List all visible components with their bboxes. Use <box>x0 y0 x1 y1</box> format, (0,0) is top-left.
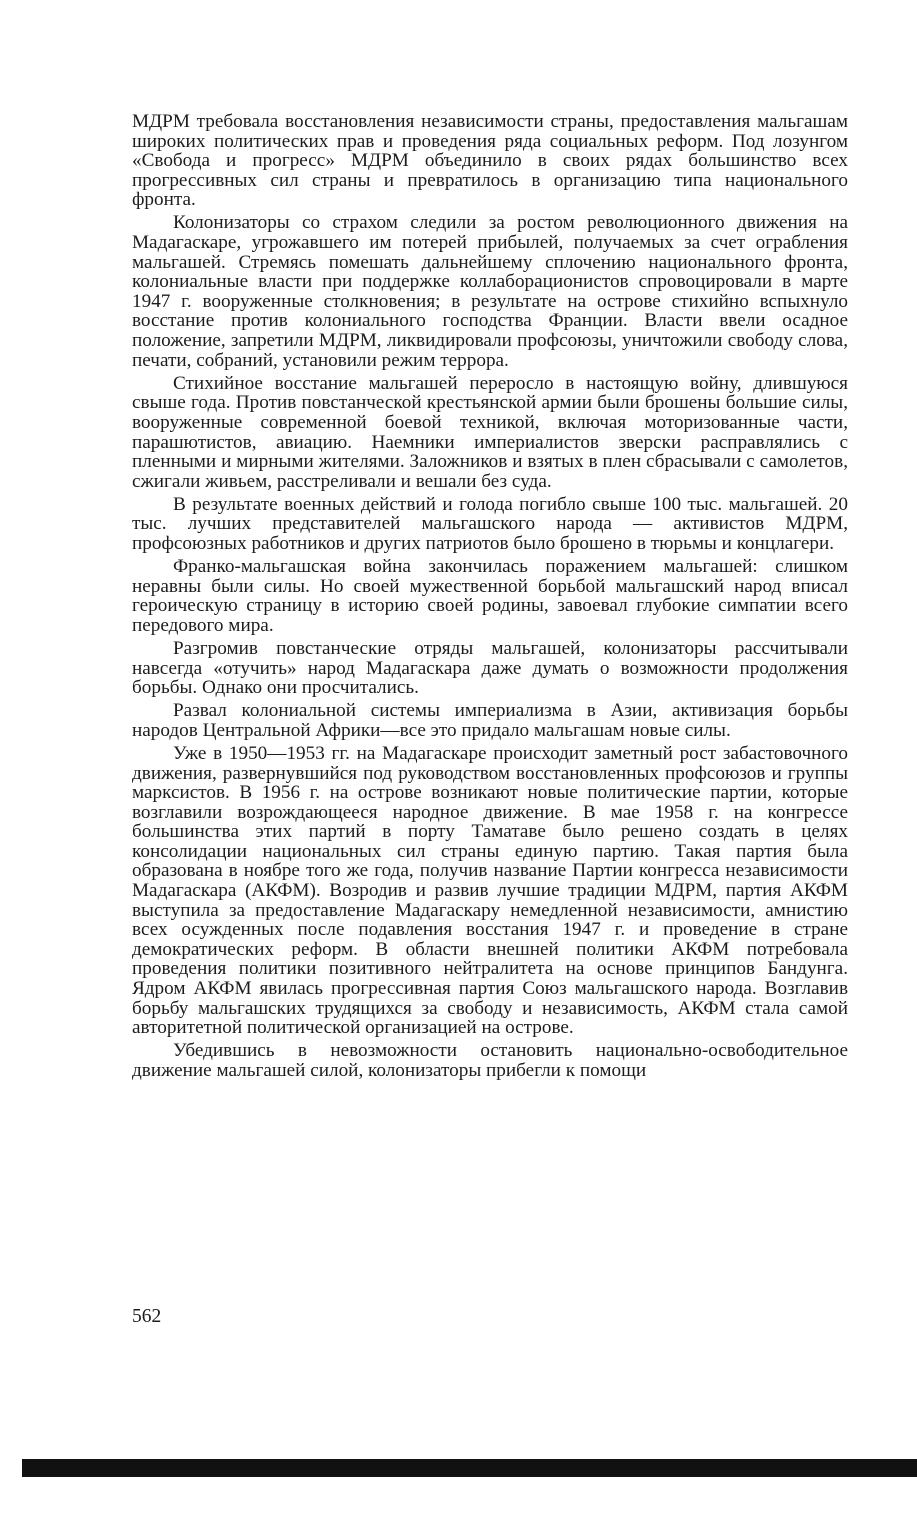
paragraph-9: Убедившись в невозможности остановить национально-освободительное движение мальгашей силой, колонизаторы прибегли к помощи <box>132 1040 848 1081</box>
body-text <box>132 112 848 1084</box>
paragraph-5: Франко-мальгашская война закончилась поражением мальгашей: слишком неравны были силы. Но своей мужественной борьбой мальгашский народ вписал героическую страницу в историю своей родины, завоевал глубокие симпатии всего передового мира. <box>132 556 848 636</box>
paragraph-3: Стихийное восстание мальгашей переросло в настоящую войну, длившуюся свыше года. Против повстанческой крестьянской армии были брошены большие силы, вооруженные современной боевой техникой, включая моторизованные части, парашютистов, авиацию. Наемники империалистов зверски расправлялись с пленными и мирными жителями. Заложников и взятых в плен сбрасывали с самолетов, сжигали живьем, расстреливали и вешали без суда. <box>132 372 848 492</box>
paragraph-2: Колонизаторы со страхом следили за ростом революционного движения на Мадагаскаре, угрожавшего им потерей прибылей, получаемых за счет ограбления мальгашей. Стремясь помешать дальнейшему сплочению национального фронта, колониальные власти при поддержке коллаборационистов спровоцировали в марте 1947 г. вооруженные столкновения; в результате на острове стихийно вспыхнуло восстание против колониального господства Франции. Власти ввели осадное положение, запретили МДРМ, ликвидировали профсоюзы, уничтожили свободу слова, печати, собраний, установили режим террора. <box>132 212 848 371</box>
paragraph-7: Развал колониальной системы империализма в Азии, активизация борьбы народов Центральной Африки—все это придало мальгашам новые силы. <box>132 700 848 741</box>
paragraph-4: В результате военных действий и голода погибло свыше 100 тыс. мальгашей. 20 тыс. лучших представителей мальгашского народа — активистов МДРМ, профсоюзных работников и других патриотов было брошено в тюрьмы и концлагери. <box>132 493 848 554</box>
page-number: 562 <box>132 1306 162 1327</box>
scan-edge-bar <box>22 1459 917 1477</box>
paragraph-8: Уже в 1950—1953 гг. на Мадагаскаре происходит заметный рост забастовочного движения, развернувшийся под руководством восстановленных профсоюзов и группы марксистов. В 1956 г. на острове возникают новые политические партии, которые возглавили возрождающееся народное движение. В мае 1958 г. на конгрессе большинства этих партий в порту Таматаве было решено создать в целях консолидации национальных сил страны единую партию. Такая партия была образована в ноябре того же года, получив название Партии конгресса независимости Мадагаскара (АКФМ). Возродив и развив лучшие традиции МДРМ, партия АКФМ выступила за предоставление Мадагаскару немедленной независимости, амнистию всех осужденных после подавления восстания 1947 г. и проведение в стране демократических реформ. В области внешней политики АКФМ потребовала проведения политики позитивного нейтралитета на основе принципов Бандунга. Ядром АКФМ явилась прогрессивная партия Союз мальгашского народа. Возглавив борьбу мальгашских трудящихся за свободу и независимость, АКФМ стала самой авторитетной политической организацией на острове. <box>132 742 848 1039</box>
paragraph-6: Разгромив повстанческие отряды мальгашей, колонизаторы рассчитывали навсегда «отучить» народ Мадагаскара даже думать о возможности продолжения борьбы. Однако они просчитались. <box>132 637 848 699</box>
paragraph-1: МДРМ требовала восстановления независимости страны, предоставления мальгашам широких политических прав и проведения ряда социальных реформ. Под лозунгом «Свобода и прогресс» МДРМ объединило в своих рядах большинство всех прогрессивных сил страны и превратилось в организацию типа национального фронта. <box>132 111 848 211</box>
